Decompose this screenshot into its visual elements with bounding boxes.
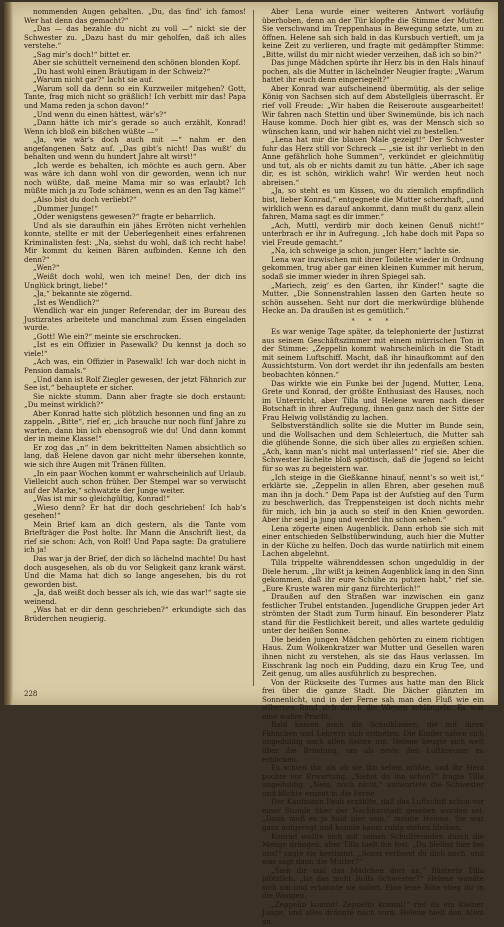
paragraph: Sie nickte stumm. Dann aber fragte sie doch erstaunt: „Du meinst wirklich?“ — [24, 391, 246, 410]
paragraph: „Du hast wohl einen Bräutigam in der Schweiz?“ — [33, 66, 211, 76]
paragraph: „Warum nicht gar?“ lacht sie auf. — [33, 75, 154, 85]
paragraph: „Ach was, ein Offizier in Pasewalk! Ich war doch nicht in Pension damals.“ — [24, 357, 246, 375]
paragraph: Aber Konrad war aufscheinend übermütig, als der selige König von Sachsen sich auf dem Abstellgleis überrascht. Er rief voll Freude: „Wir haben die Reiseroute ausgearbeitet! Wir fahren nach Stettin und über Swinemünde, bis ich nach Hause komme. Doch hier gibt es, was der Mensch sich so wünschen kann, und wir haben nicht viel zu bestellen.“ — [262, 83, 484, 136]
page-binding-edge — [4, 2, 13, 705]
paragraph: Es war wenige Tage später, da telephonierte der Justizrat aus seinem Geschäftszimmer mit einem mürrischen Ton in der Stimme: „Zeppelin kommt wahrscheinlich in die Stadt mit seinem Luftschiff. Macht, daß ihr hinaufkommt auf den Aussichtsturm. Von dort werdet ihr ihn jedenfalls am besten beobachten können.“ — [262, 327, 484, 379]
paragraph: Er zog das „n“ in dem bekrittelten Namen absichtlich so lang, daß Helene davon gar nicht mehr übersehen konnte, wie sich ihre Augen mit Tränen füllten. — [24, 442, 246, 469]
paragraph: Und als sie daraufhin ein jähes Erröten nicht verhehlen konnte, stellte er mit der Ueberlegenheit eines erfahrenen Kriminalisten fest: „Na, siehst du wohl, daß ich recht habe! Mir kommt du keinen Bären aufbinden. Kenne ich den denn?“ — [24, 220, 246, 264]
paragraph: „Ja, so steht es um Kissen, wo du ziemlich empfindlich bist, lieber Konrad,“ entgegnete die Mutter scherzhaft, „und wirklich wenn es darauf ankommt, dann mußt du ganz allein fahren, Mama sagt es dir immer.“ — [262, 186, 484, 222]
paragraph: Aber Konrad hatte sich plötzlich besonnen und fing an zu zappeln. „Bitte“, rief er, „ich brauche nur noch fünf Jahre zu warten, dann bin ich ebensogroß wie du! Und dann kommt der in meine Klasse!“ — [24, 408, 246, 444]
paragraph: „Dummer Junge!“ — [33, 203, 98, 213]
paragraph: „Mariech, zeig’ es den Garten, ihr Kinder!“ sagte die Mutter. „Die Sonnenstrahlen lassen den Garten heute so schön aussehen. Seht nur dort die merkwürdige blühende Hecke an. Da draußen ist es gemütlich.“ — [262, 280, 484, 316]
paragraph: „Na, ich schweige ja schon, junger Herr,“ lachte sie. — [271, 246, 461, 256]
paragraph: Die beiden jungen Mädchen gehörten zu einem richtigen Haus. Zum Wolkenkratzer war Mutter und Gesellen waren ihnen nicht zu verstehen, als sie das Haus verlassen. Im Eisschrank lag noch ein Pudding, dazu ein Krug Tee, und Zeit genug, um alles ausführlich zu besprechen. — [262, 634, 484, 679]
paragraph: Konrad wollte sich mit seinen Schulfreunden durch die Menge drängen, aber Tilla hielt ihn fest. „Du bleibst hier bei uns!“ sagte sie bestimmt. „Sonst verlierst du dich noch, und was sagt dann die Mutter?“ — [262, 831, 484, 867]
paragraph: „Ja, daß weißt doch besser als ich, wie das war!“ sagte sie weinend. — [24, 588, 246, 606]
paragraph: „Ich werde es behalten, ich möchte es auch gern. Aber was wäre ich dann wohl von dir geworden, wenn ich nur noch wüßte, daß meine Mama mir so was erlaubt? Ich müßte mich ja zu Tode schämen, wenn es an den Tag käme!“ — [24, 160, 246, 196]
paragraph: „Ach, Muttl, verdirb mir doch keinen Genuß nicht!“ unterbrach er ihr in Aufregung. „Ich habe doch mit Papa so viel Freude gemacht.“ — [262, 220, 484, 247]
paragraph: Das junge Mädchen spürte ihr Herz bis in den Hals hinauf pochen, als die Mutter in lächelnder Neugier fragte: „Warum hattet ihr euch denn eingeriegelt?“ — [262, 58, 484, 85]
paragraph: Aber sie schüttelt verneinend den schönen blonden Kopf. — [33, 58, 241, 68]
paragraph: „In ein paar Wochen kommt er wahrscheinlich auf Urlaub. Vielleicht auch schon früher. Der Stempel war so verwischt auf der Marke,“ schwatzte der Junge weiter. — [24, 468, 246, 495]
paragraph: „Ist es Wendlich?“ — [33, 297, 100, 307]
paragraph: „Und dann ist Rolf Ziegler gewesen, der jetzt Fähnrich zur See ist,“ behauptete er sicher. — [24, 374, 246, 393]
paragraph: „Wen?“ — [33, 263, 60, 273]
paragraph: Tilla trippelte währenddessen schon ungeduldig in der Diele herum. „Ihr wißt ja keinen Augenblick lang in den Sinn gekommen, daß ihr eure Schühe zu putzen habt,“ rief sie. „Eure Kruste waren mir ganz fürchterlich!“ — [262, 558, 484, 593]
paragraph: „Wieso denn? Er hat dir doch geschrieben! Ich hab’s gesehen!“ — [24, 502, 246, 521]
paragraph: Das war ja der Brief, der dich so lächelnd machte! Du hast doch ausgesehen, als ob du vor Seligkeit ganz krank wärst. Und die Mama hat dich so lange angesehen, bis du rot geworden bist. — [24, 554, 246, 589]
paragraph: Mein Brief kam an dich gestern, als die Tante vom Briefträger die Post holte. Ihr Mann die Anschrift liest, da rief sie schon: Ach, von Rolf! Und Papa sagte: Da gratuliere ich ja! — [24, 519, 246, 555]
column-divider — [253, 10, 254, 686]
paragraph: „Weißt doch wohl, wen ich meine! Den, der dich ins Unglück bringt, liebe!“ — [24, 271, 246, 290]
paragraph: „Warum soll da denn so ein Kurzweiler mitgehen? Gott, Tante, frag mich nicht so gräßlich! Ich verbitt mir das! Papa und Mama reden ja schon davon!“ — [24, 83, 246, 111]
paragraph: „Das — das bezahle du nicht zu voll —“ nickt sie der Schwester zu. „Dazu hast du mir geholfen, daß ich alles verstehe.“ — [24, 24, 246, 51]
paragraph: „Was hat er dir denn geschrieben?“ erkundigte sich das Brüderchen neugierig. — [24, 605, 246, 623]
paragraph: Wendlich war ein junger Referendar, der im Bureau des Justizrates arbeitete und manchmal zum Essen eingeladen wurde. — [24, 306, 246, 333]
paragraph: „Sag mir’s doch!“ bittet er. — [33, 49, 131, 59]
paragraph: „Oder wenigstens gewesen?“ fragte er beharrlich. — [33, 212, 216, 222]
section-separator: * * * — [351, 317, 395, 325]
paragraph: nommenden Augen gehalten. „Du, das find’ ich famos! Wer hat denn das gemacht?“ — [24, 7, 246, 25]
left-text-column — [24, 8, 246, 684]
paragraph: „Ist es ein Offizier in Pasewalk? Du kennst ja doch so viele!“ — [24, 340, 246, 358]
paragraph: „Ja, wie wär’s doch auch mit —“ nahm er den angefangenen Satz auf. „Das gibt’s nicht! Das wußt’ du behalten und wenn du hundert Jahre alt wirst!“ — [24, 135, 246, 162]
paragraph: Das wirkte wie ein Funke bei der Jugend. Mutter, Lena, Grete und Konrad, der größte Enthusiast des Hauses, noch im Unterricht, aber Tilla und Helene waren nach dieser Botschaft in ihrer Aufregung, ihnen ganz nach der Sitte der Frau Helwig vollständig zu lachen. — [262, 378, 484, 422]
paragraph: „Was ist mir so gleichgültig, Konrad!“ — [33, 494, 170, 504]
right-text-column — [262, 7, 484, 926]
newspaper-page — [4, 2, 498, 926]
paragraph: Der Kaufmann Pauli erzählte, daß das Luftschiff schon vor einer Stunde über der Nachbarstadt gesehen worden sei. „Dann muß es ja bald hier sein,“ meinte Helene. Sie war ganz aufgeregt und konnte kaum ruhig stehen bleiben. — [262, 797, 484, 832]
paragraph: Aber Lena wurde einer weiteren Antwort vorläufig überhoben, denn an der Tür klopfte die Stimme der Mutter. Sie verschwand im Treppenhaus in Bewegung setzte, um zu öffnen. Helene sah sich bald in das Kursbuch vertieft, um ja keine Zeit zu verlieren, und fragte mit gedämpfter Stimme: „Bitte, willst du mir nicht wieder verzeihen, daß ich so bin?“ — [262, 7, 484, 59]
paragraph: „Also bist du doch verliebt?“ — [33, 195, 137, 205]
paragraph: „Sieh dir mal das Mädchen dort an,“ flüsterte Tilla plötzlich. „Ist das nicht Rolfs Schwester?“ Helene wandte sich um und erkannte sie sofort. Eine leise Röte stieg ihr in die Wangen. — [262, 865, 484, 901]
paragraph: Von der Rückseite des Turmes aus hatte man den Blick frei über die ganze Stadt. Die Dächer glänzten im Sonnenlicht, und in der Ferne sah man den Fluß wie ein silbernes Band sich durch die Wiesen schlängeln. Es war eine wahre Pracht. — [262, 677, 484, 721]
paragraph: „Ich steige in die Gießkanne hinauf, nennt’s so weit ist,“ erklärte sie. „Zeppelin in allen Ehren, aber gesehen muß man ihn ja doch.“ Dem Papa ist der Aufstieg auf den Turm zu beschwerlich, das Treppensteigen ist doch nichts mehr für mich, ich bin ja auch so steif in den Knien geworden. Aber ihr seid ja jung und werdet ihn schon sehen.“ — [262, 472, 484, 525]
paragraph: Es schien ihr, als ob sie ihn sehen müßte, und ihr Herz pochte vor Erwartung. „Siehst du ihn schon?“ fragte Tilla ungeduldig. „Nein, noch nicht,“ antwortete die Schwester und blickte erneut in die Ferne. — [262, 763, 484, 798]
paragraph: Lena war inzwischen mit ihrer Toilette wieder in Ordnung gekommen, trug aber gar einen kleinen Kummer mit herum, sodaß sie immer wieder in ihren Spiegel sah. — [262, 254, 484, 281]
paragraph: „Und wenn du einen hättest, wär’s?“ — [33, 109, 167, 119]
paragraph: Lena zögerte einen Augenblick. Dann erhob sie sich mit einer entschieden Selbstüberwindung, auch hier die Mutter in der Küche zu helfen. Doch das wurde natürlich mit einem Lachen abgelehnt. — [262, 523, 484, 559]
paragraph: „Ja,“ bekannte sie zögernd. — [33, 289, 133, 299]
page-number: 228 — [24, 690, 38, 698]
paragraph: „Dann hätte ich mir’s gerade so auch erzählt, Konrad! Wenn ich bloß ein bißchen wüßte —“ — [24, 118, 246, 136]
paragraph: „Zeppelin kommt! Zeppelin kommt!“ rief da ein kleiner Junge, und alles drängte nach vorn. Helene hielt den Atem an. — [262, 899, 484, 926]
paragraph: „Gott! Wie ein?“ meinte sie erschrocken. — [33, 331, 182, 341]
paragraph: „Lena hat mir die blauen Male gezeigt!“ Der Schwester fuhr das Herz still vor Schreck — „sie ist ihr verliebt in den Anne gefährlich hohe Summen“, verkündet er gleichmütig und tut, als ob er nichts damit zu tun hätte. „Aber ich sage dir, es ist schön, wirklich wahr! Wir werden heut noch abreisen.“ — [262, 135, 484, 187]
paragraph: Bald kamen auch die Schulklassen, die mit ihren Fähnchen und Lehrern sich ordneten. Die Kinder sahen sich ungeduldig nach allen Seiten um. Helene beugte sich weit über die Brüstung, um als erste den Luftkreuzer zu erblicken. — [262, 720, 484, 764]
paragraph: Draußen auf den Straßen war inzwischen ein ganz festlicher Trubel entstanden. Jugendliche Gruppen jeder Art strömten der Stadt zum Turm hinauf. Ein besonderer Platz stand für die Festlichkeit bereit, und alles wartete geduldig unter der heißen Sonne. — [262, 592, 484, 636]
paragraph: Selbstverständlich sollte sie die Mutter im Bunde sein, und die Wollsachen und dem Schleiertuch, die Mutter sah die glühende Sonne, die sich über alles zu ergießen schien. „Ach, kann man’s nicht mal unterlassen!“ rief sie. Aber die Schwester lächelte bloß spöttisch, daß die Jugend so leicht für so was zu begeistern war. — [262, 421, 484, 473]
